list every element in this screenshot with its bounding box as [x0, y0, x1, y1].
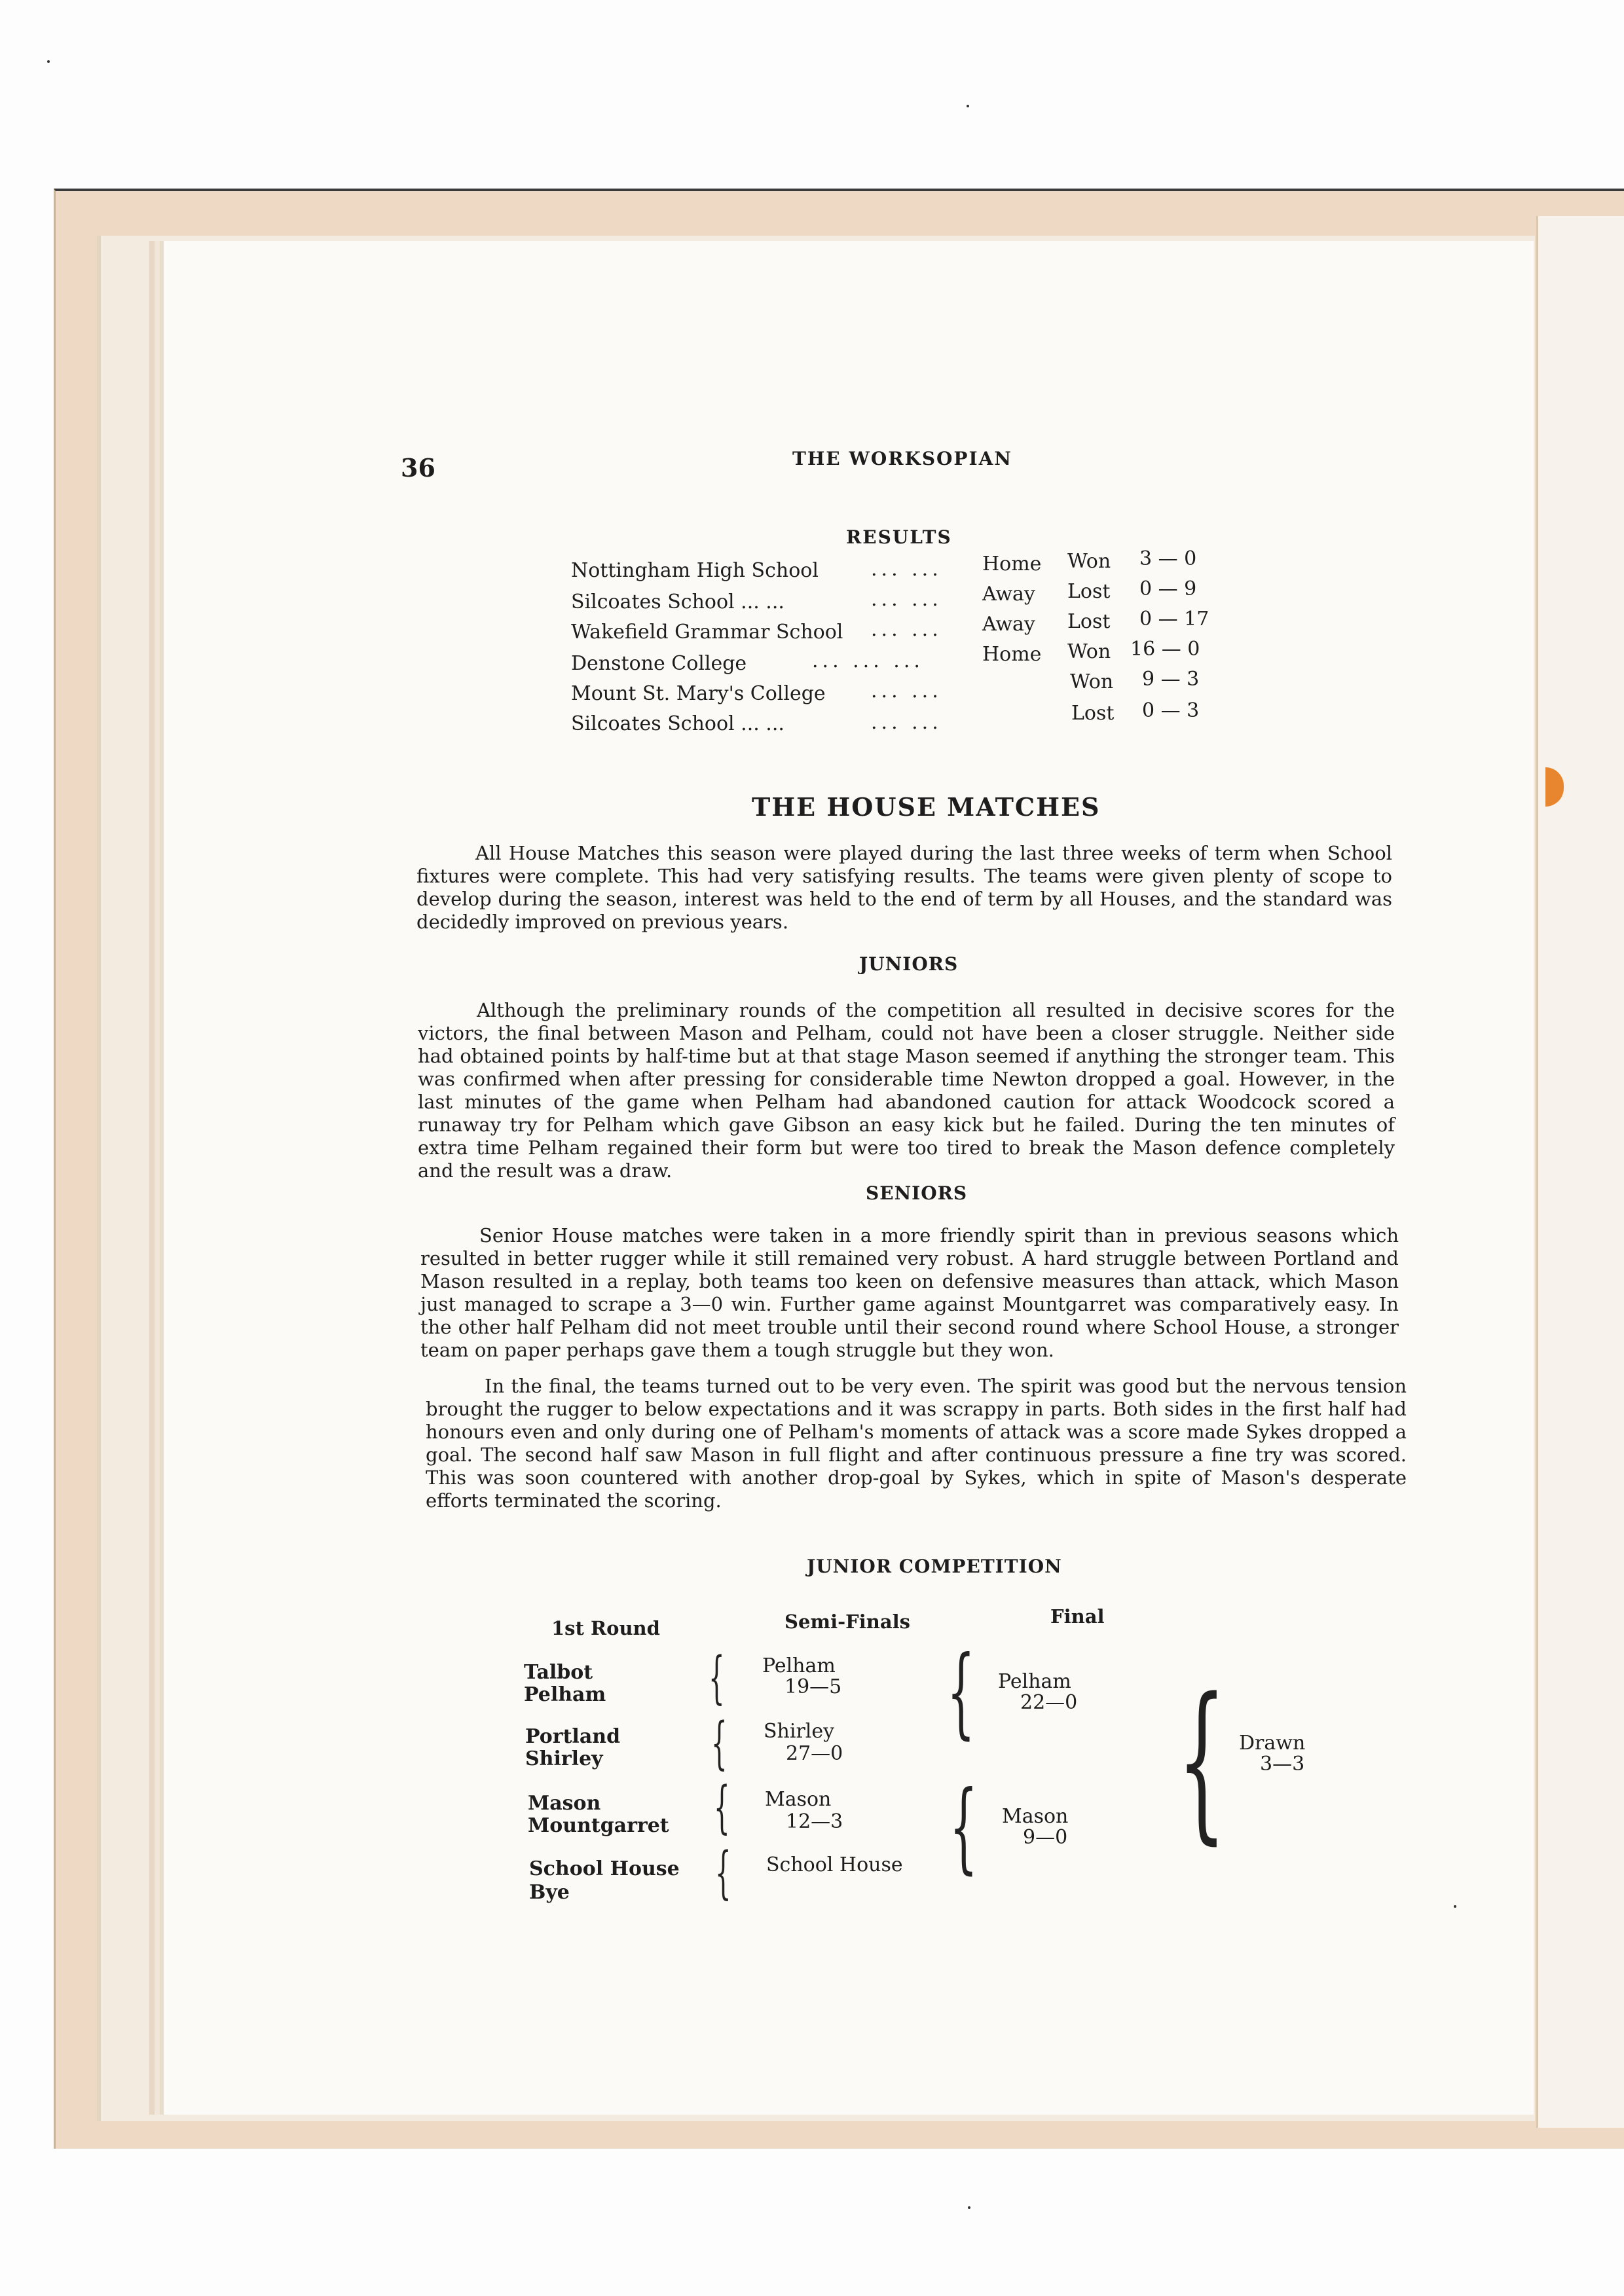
scan-speck: [967, 105, 969, 107]
running-title: THE WORKSOPIAN: [792, 448, 1012, 469]
score: 0 — 17: [1139, 608, 1209, 630]
seniors-paragraph-1: Senior House matches were taken in a more friendly spirit than in previous seasons which resulted in better rugger while it still remained very robust. A hard struggle between Portland and Mason resulted in a replay, both teams too keen on defensive measures than attack, which Mason just managed to scrape a 3—0 win. Further game against Mountgarret was comparatively easy. In the other half Pelham did not meet trouble until their second round where School House, a stronger team on paper perhaps gave them a tough struggle but they won.: [420, 1224, 1399, 1361]
section-title: THE HOUSE MATCHES: [752, 792, 1101, 822]
seniors-paragraph-2: In the final, the teams turned out to be very even. The spirit was good but the nervous tension brought the rugger to below expectations and it was scrappy in parts. Both sides in the first half had honours even and only during one of Pelham's moments of attack was a score made Sykes dropped a goal. The second half saw Mason in full flight and after continuous pressure a fine try was scored. This was soon countered with another drop-goal by Sykes, which in spite of Mason's desperate efforts terminated the scoring.: [426, 1375, 1407, 1512]
round1-team: Pelham: [524, 1683, 606, 1706]
score: 0 — 9: [1139, 577, 1197, 600]
semi-score: 19—5: [784, 1675, 842, 1698]
score: 0 — 3: [1142, 699, 1200, 722]
semi-score: 27—0: [786, 1742, 843, 1765]
bracket-brace: {: [711, 1711, 728, 1776]
score: 3 — 0: [1139, 547, 1197, 570]
round1-team: Mason: [528, 1792, 601, 1815]
venue: Home: [982, 553, 1042, 575]
round1-team: Talbot: [524, 1661, 593, 1684]
bracket-brace: {: [947, 1635, 975, 1749]
bracket-brace: {: [950, 1770, 978, 1884]
opponent-name: Silcoates School ... ...: [571, 712, 784, 735]
opponent-name: Silcoates School ... ...: [571, 591, 784, 613]
semi-winner: Mason: [765, 1788, 832, 1811]
round1-team: Shirley: [525, 1747, 603, 1770]
round1-team: Portland: [525, 1725, 621, 1748]
bracket-brace: {: [714, 1775, 730, 1840]
column-final: Final: [1050, 1605, 1105, 1628]
bracket-brace: {: [1177, 1662, 1227, 1860]
house-matches-intro: All House Matches this season were played during the last three weeks of term when School fixtures were complete. This had very satisfying results. The teams were given plenty of scope to develop during the season, interest was held to the end of term by all Houses, and the standard was decidedly improved on previous years.: [416, 842, 1392, 933]
semi-winner: Shirley: [764, 1720, 835, 1743]
finalist: Pelham: [998, 1670, 1071, 1693]
final-outcome: Drawn: [1239, 1732, 1306, 1755]
round1-team: Mountgarret: [528, 1814, 669, 1837]
semi-winner: Pelham: [762, 1654, 836, 1677]
leader-dots: ... ...: [871, 618, 942, 641]
score: 16 — 0: [1130, 638, 1200, 661]
leader-dots: ... ... ...: [812, 649, 924, 672]
round1-team: School House: [529, 1857, 680, 1880]
scan-speck: [47, 60, 50, 63]
score: 9 — 3: [1142, 668, 1200, 691]
seniors-heading: SENIORS: [866, 1182, 968, 1204]
semi-score: 12—3: [786, 1810, 843, 1833]
scan-speck: [968, 2206, 970, 2209]
leader-dots: ... ...: [871, 680, 942, 702]
bracket-brace: {: [709, 1645, 725, 1711]
column-semi-finals: Semi-Finals: [784, 1611, 910, 1633]
final-score: 22—0: [1020, 1691, 1078, 1714]
result: Lost: [1071, 702, 1115, 725]
leader-dots: ... ...: [871, 711, 942, 734]
leader-dots: ... ...: [871, 588, 942, 611]
juniors-paragraph: Although the preliminary rounds of the competition all resulted in decisive scores for the victors, the final between Mason and Pelham, could not have been a closer struggle. Neither side had obtained points by half-time but at that stage Mason seemed if anything the stronger team. This was confirmed when after pressing for considerable time Newton dropped a goal. However, in the last minutes of the game when Pelham had abandoned caution for attack Woodcock scored a runaway try for Pelham which gave Gibson an easy kick but he failed. During the ten minutes of extra time Pelham regained their form but were too tired to break the Mason defence completely and the result was a draw.: [418, 999, 1395, 1182]
opponent-name: Mount St. Mary's College: [571, 682, 826, 705]
result: Lost: [1067, 580, 1111, 603]
bracket-brace: {: [715, 1840, 731, 1906]
venue: Away: [982, 613, 1035, 636]
opponent-name: Denstone College: [571, 652, 747, 675]
page-number: 36: [401, 453, 435, 483]
venue: Away: [982, 583, 1035, 606]
opponent-name: Nottingham High School: [571, 559, 819, 582]
finalist: Mason: [1002, 1805, 1069, 1828]
juniors-heading: JUNIORS: [859, 953, 959, 975]
facing-page-edge: [1536, 216, 1624, 2128]
final-outcome-score: 3—3: [1260, 1753, 1305, 1776]
result: Lost: [1067, 610, 1111, 633]
final-score: 9—0: [1023, 1826, 1068, 1849]
semi-winner: School House: [766, 1853, 903, 1876]
venue: Home: [982, 643, 1042, 666]
result: Won: [1070, 670, 1114, 693]
result: Won: [1067, 640, 1111, 663]
result: Won: [1067, 550, 1111, 573]
scan-speck: [1454, 1905, 1456, 1908]
round1-team: Bye: [529, 1881, 570, 1904]
results-title: RESULTS: [846, 526, 952, 548]
leader-dots: ... ...: [871, 558, 942, 581]
column-1st-round: 1st Round: [551, 1617, 660, 1639]
junior-competition-title: JUNIOR COMPETITION: [807, 1556, 1062, 1577]
opponent-name: Wakefield Grammar School: [571, 621, 843, 644]
